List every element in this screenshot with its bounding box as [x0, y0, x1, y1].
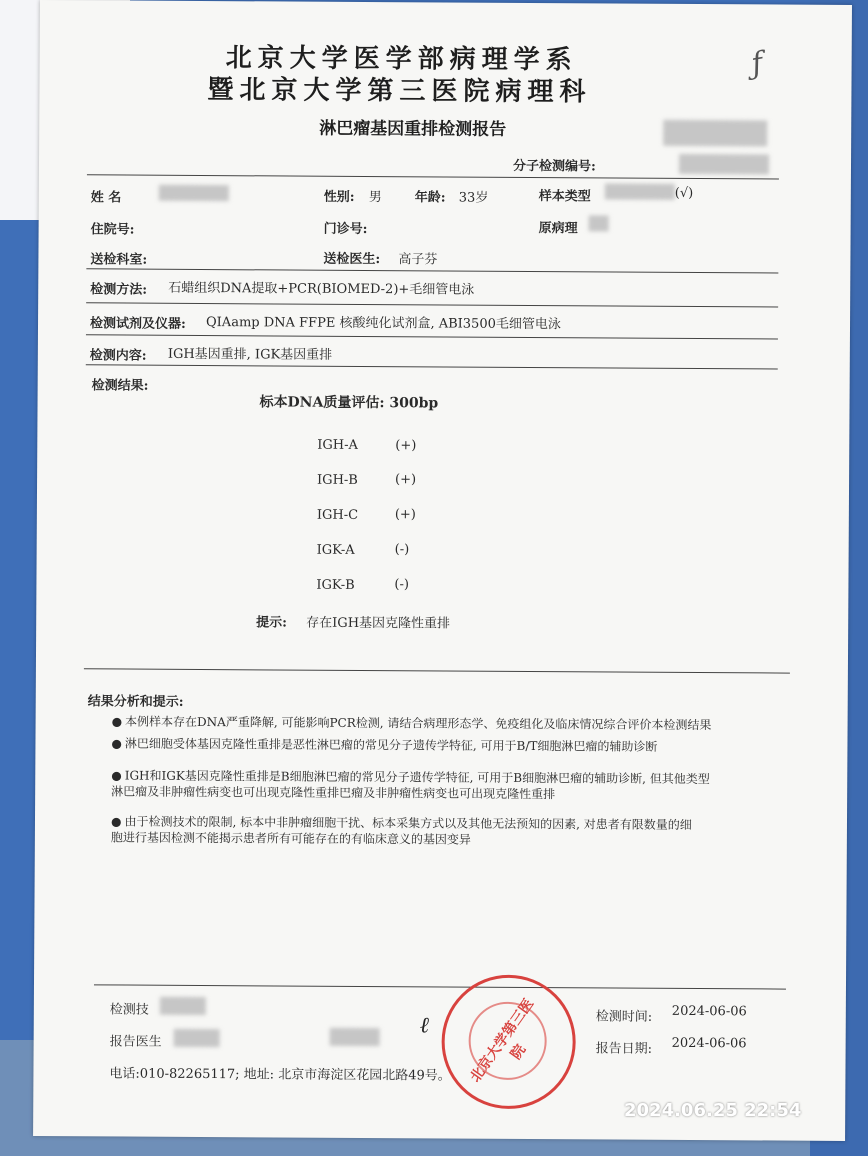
reagents-label: 检测试剂及仪器: [89, 316, 186, 332]
sample-type-label: 样本类型 [538, 189, 591, 205]
divider-method [86, 302, 778, 307]
result-name: IGH-A [317, 437, 358, 453]
method-value: 石蜡组织DNA提取+PCR(BIOMED-2)+毛细管电泳 [168, 280, 475, 298]
hint-value: 存在IGH基因克隆性重排 [306, 615, 451, 632]
analysis-item: ● 由于检测技术的限制, 标本中非肿瘤细胞干扰、标本采集方式以及其他无法预知的因素, 对患者有限数量的细 [110, 814, 692, 832]
age-label: 年龄: [414, 190, 446, 206]
results-label: 检测结果: [91, 378, 149, 394]
analysis-label: 结果分析和提示: [87, 694, 184, 710]
redacted-tester [160, 997, 206, 1015]
hint-label: 提示: [256, 615, 288, 631]
header-line1: 北京大学医学部病理学系 [225, 43, 578, 76]
analysis-item: ● IGH和IGK基因克隆性重排是B细胞淋巴瘤的常见分子遗传学特征, 可用于B细胞淋巴瘤的辅助诊断, 但其他类型 [111, 768, 710, 787]
analysis-item-cont: 胞进行基因检测不能揭示患者所有可能存在的有临床意义的基因变异 [110, 830, 471, 847]
result-name: IGH-B [317, 472, 358, 488]
content-value: IGH基因重排, IGK基因重排 [167, 346, 333, 363]
header-line2: 暨北京大学第三医院病理科 [207, 75, 592, 108]
method-label: 检测方法: [90, 282, 148, 298]
divider-patient [86, 268, 778, 273]
doctor-label: 送检医生: [323, 251, 381, 268]
analysis-item: ● 本例样本存在DNA严重降解, 可能影响PCR检测, 请结合病理形态学、免疫组化及临床情况综合评价本检测结果 [111, 714, 712, 733]
doctor-value: 高子芬 [398, 252, 438, 268]
signature: ℓ [419, 1013, 429, 1039]
result-name: IGK-A [316, 542, 355, 558]
result-value: (+) [395, 438, 417, 454]
result-name: IGK-B [316, 577, 355, 593]
dna-quality: 标本DNA质量评估: 300bp [259, 394, 439, 412]
redacted-signature [330, 1028, 380, 1046]
contact-info: 电话:010-82265117; 地址: 北京市海淀区花园北路49号。 [109, 1066, 451, 1084]
redacted-sample-type [605, 183, 675, 199]
gender-label: 性别: [323, 189, 355, 205]
outpatient-label: 门诊号: [323, 221, 368, 238]
redacted-molecular-id [679, 154, 769, 175]
report-page [33, 0, 852, 1141]
report-date-label: 报告日期: [595, 1041, 653, 1057]
seal-text: 北京大学第三医院 [467, 996, 538, 1086]
report-date-value: 2024-06-06 [671, 1035, 747, 1052]
sample-type-suffix: (√) [674, 185, 694, 201]
result-value: (+) [395, 472, 417, 488]
inpatient-label: 住院号: [90, 222, 135, 238]
photo-timestamp: 2024.06.25 22:54 [624, 1100, 802, 1121]
result-value: (-) [394, 542, 410, 558]
report-title: 淋巴瘤基因重排检测报告 [319, 118, 507, 140]
test-time-value: 2024-06-06 [671, 1003, 747, 1020]
result-value: (+) [394, 507, 416, 523]
tester-label: 检测技 [109, 1002, 149, 1018]
divider-top [87, 174, 779, 179]
orig-pathology-label: 原病理 [538, 221, 578, 237]
name-label: 姓 名 [90, 190, 122, 206]
redacted-orig-pathology [589, 215, 609, 231]
result-value: (-) [394, 577, 410, 593]
divider-content [86, 364, 778, 369]
reporter-label: 报告医生 [109, 1034, 162, 1050]
content-label: 检测内容: [89, 348, 147, 364]
hospital-seal [441, 974, 576, 1109]
test-time-label: 检测时间: [595, 1009, 653, 1025]
redacted-barcode [663, 120, 767, 147]
molecular-id-label: 分子检测编号: [512, 158, 596, 175]
dept-label: 送检科室: [90, 252, 148, 268]
redacted-name [159, 185, 229, 201]
divider-footer [94, 984, 786, 989]
divider-reagents [86, 334, 778, 339]
handwritten-mark: ƒ [748, 45, 766, 83]
analysis-item: ● 淋巴细胞受体基因克隆性重排是恶性淋巴瘤的常见分子遗传学特征, 可用于B/T细胞淋巴瘤的辅助诊断 [111, 736, 658, 754]
gender-value: 男 [368, 190, 382, 206]
analysis-item-cont: 淋巴瘤及非肿瘤性病变也可出现克隆性重排巴瘤及非肿瘤性病变也可出现克隆性重排 [111, 784, 556, 802]
reagents-value: QIAamp DNA FFPE 核酸纯化试剂盒, ABI3500毛细管电泳 [205, 315, 561, 333]
result-name: IGH-C [316, 507, 359, 523]
divider-results [84, 668, 790, 673]
age-value: 33岁 [458, 190, 489, 206]
redacted-reporter [174, 1029, 220, 1047]
